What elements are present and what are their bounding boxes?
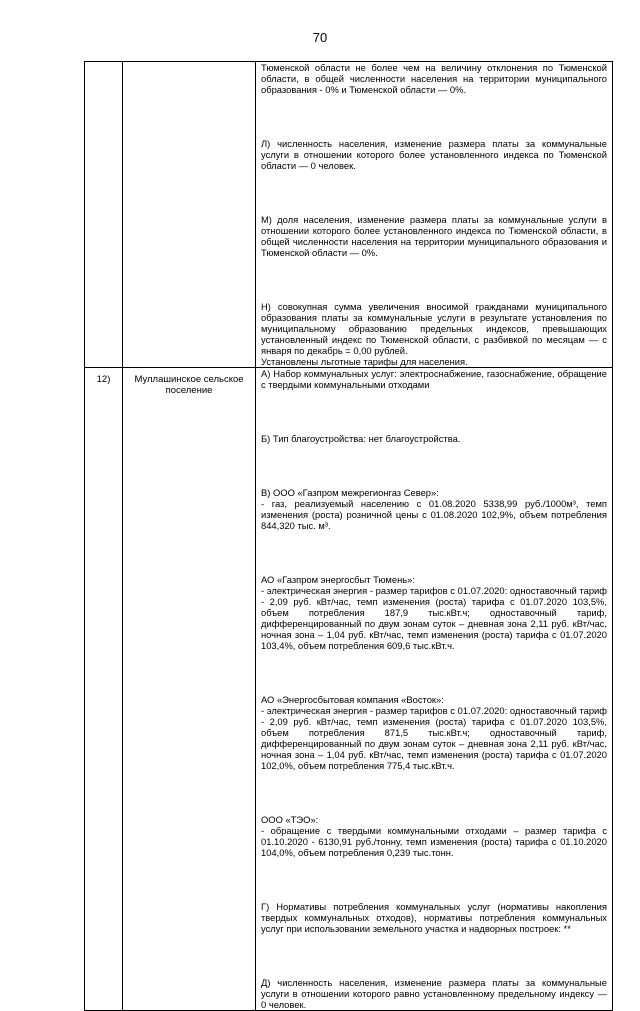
paragraph: АО «Энергосбытовая компания «Восток»: xyxy=(261,694,444,705)
row-number: 12) xyxy=(85,368,123,1011)
row-content xyxy=(256,62,613,368)
paragraph-gap xyxy=(261,406,607,417)
paragraph: Установлены льготные тарифы для населения. xyxy=(261,356,468,367)
table-row xyxy=(85,368,613,1011)
paragraph: М) доля населения, изменение размера платы за коммунальные услуги в отношении которого более установленного индекса по Тюменской области, в общей численности населения на территории муниципального образования и Тюменской области — 0%. xyxy=(261,214,607,258)
paragraph-gap xyxy=(261,874,607,885)
paragraph: А) Набор коммунальных услуг: электроснабжение, газоснабжение, обращение с твердыми коммунальными отходами xyxy=(261,368,607,390)
paragraph: Н) совокупная сумма увеличения вносимой гражданами муниципального образования платы за коммунальные услуги в результате установления по муниципальному образованию предельных индексов, превышающих установленный индекс по Тюменской области, с разбивкой по месяцам — с января по декабрь = 0,00 рублей. xyxy=(261,301,607,356)
paragraph: Тюменской области не более чем на величину отклонения по Тюменской области, в общей численности населения на территории муниципального образования - 0% и Тюменской области — 0%. xyxy=(261,62,607,95)
paragraph-gap xyxy=(261,274,607,285)
municipality-name: Муллашинское сельское поселение xyxy=(123,368,256,1011)
row-content xyxy=(256,368,613,1011)
paragraph: - электрическая энергия - размер тарифов с 01.07.2020: одноставочный тариф - 2,09 руб. кВт/час, темп изменения (роста) тарифа с 01.07.2020 103,5%, объем потребления 871,5 тыс.кВт.ч; одноставочный тариф, дифференцированный по двум зонам суток – дневная зона 2,11 руб. кВт/час, ночная зона – 1,04 руб. кВт/час, темп изменения (роста) тарифа с 01.07.2020 102,0%, объем потребления 775,4 тыс.кВт.ч. xyxy=(261,705,607,771)
paragraph-gap xyxy=(261,460,607,471)
row-number xyxy=(85,62,123,368)
page-number: 70 xyxy=(312,30,328,45)
paragraph-gap xyxy=(261,111,607,122)
paragraph: Д) численность населения, изменение размера платы за коммунальные услуги в отношении которого равно установленному предельному индексу — 0 человек. xyxy=(261,977,607,1010)
paragraph: - обращение с твердыми коммунальными отходами – размер тарифа с 01.10.2020 - 6130,91 руб./тонну, темп изменения (роста) тарифа с 01.10.2020 104,0%, объем потребления 0,239 тыс.тонн. xyxy=(261,825,607,858)
paragraph: В) ООО «Газпром межрегионгаз Север»: xyxy=(261,487,439,498)
municipality-name xyxy=(123,62,256,368)
paragraph: Г) Нормативы потребления коммунальных услуг (нормативы накопления твердых коммунальных отходов), нормативы потребления коммунальных услуг при использовании земельного участка и надворных построек: ** xyxy=(261,901,607,934)
paragraph-gap xyxy=(261,187,607,198)
paragraph: Л) численность населения, изменение размера платы за коммунальные услуги в отношении которого более установленного индекса по Тюменской области — 0 человек. xyxy=(261,138,607,171)
paragraph-gap xyxy=(261,667,607,678)
paragraph: - электрическая энергия - размер тарифов с 01.07.2020: одноставочный тариф - 2,09 руб. кВт/час, темп изменения (роста) тарифа с 01.07.2020 103,5%, объем потребления 187,9 тыс.кВт.ч; одноставочный тариф, дифференцированный по двум зонам суток – дневная зона 2,11 руб. кВт/час, ночная зона – 1,04 руб. кВт/час, темп изменения (роста) тарифа с 01.07.2020 103,4%, объем потребления 609,6 тыс.кВт.ч. xyxy=(261,585,607,651)
paragraph: АО «Газпром энергосбыт Тюмень»: xyxy=(261,574,415,585)
paragraph: Б) Тип благоустройства: нет благоустройства. xyxy=(261,433,461,444)
table-row xyxy=(85,62,613,368)
document-table xyxy=(84,61,613,1011)
paragraph-gap xyxy=(261,547,607,558)
paragraph: ООО «ТЭО»: xyxy=(261,814,319,825)
paragraph: - газ, реализуемый населению с 01.08.2020 5338,99 руб./1000м³, темп изменения (роста) розничной цены с 01.08.2020 102,9%, объем потребления 844,320 тыс. м³. xyxy=(261,498,607,531)
paragraph-gap xyxy=(261,950,607,961)
paragraph-gap xyxy=(261,787,607,798)
